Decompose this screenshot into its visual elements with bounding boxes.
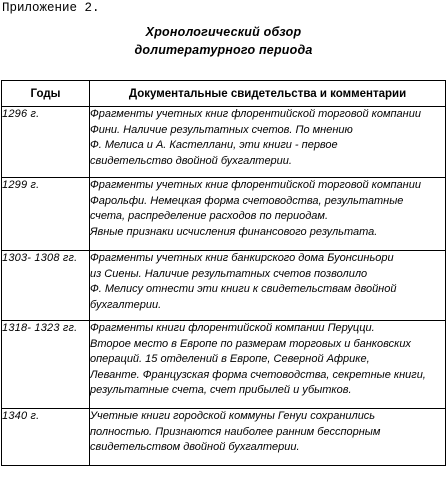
chronology-table — [1, 80, 446, 466]
description-cell — [90, 107, 446, 178]
description-line: Фини. Наличие результатных счетов. По мнению — [90, 123, 353, 136]
description-line: свидетельство двойной бухгалтерии. — [90, 154, 292, 167]
description-line: Ф. Мелису отнести эти книги к свидетельствам двойной — [90, 283, 397, 295]
description-line: операций. 15 отделений в Европе, Северной Африке, — [90, 353, 370, 365]
description-cell — [90, 251, 446, 321]
description-line: счета, распределение расходов по периодам. — [90, 210, 329, 222]
year-cell: 1318- 1323 гг. — [2, 321, 90, 409]
table-row — [2, 178, 446, 251]
description-line: бухгалтерии. — [90, 298, 162, 311]
description-line: Ф. Мелиса и А. Кастеллани, эти книги - первое — [90, 139, 338, 151]
table-header-row — [2, 81, 446, 107]
description-line: Второе место в Европе по размерам торговых и банковских — [90, 337, 411, 350]
document-title-line-2: долитературного периода — [134, 43, 313, 57]
description-line: из Сиены. Наличие результатных счетов позволило — [90, 267, 368, 280]
table-row — [2, 409, 446, 466]
table-row — [2, 321, 446, 409]
year-cell: 1303- 1308 гг. — [2, 251, 90, 321]
description-line: Учетные книги городской коммуны Генуи сохранились — [90, 410, 376, 422]
column-header-years: Годы — [2, 81, 90, 107]
description-line: Фарольфи. Немецкая форма счетоводства, результатные — [90, 194, 404, 207]
description-line: Леванте. Французская форма счетоводства, секретные книги, — [90, 368, 426, 381]
column-header-documents: Документальные свидетельства и комментарии — [90, 81, 446, 107]
description-line: Фрагменты учетных книг банкирского дома Буонсиньори — [90, 252, 394, 264]
description-line: полностью. Признаются наиболее ранним бесспорным — [90, 425, 381, 438]
table-row — [2, 107, 446, 178]
description-cell — [90, 409, 446, 466]
document-title-line-1: Хронологический обзор — [145, 25, 302, 39]
year-cell: 1299 г. — [2, 178, 90, 251]
description-cell — [90, 178, 446, 251]
description-line: Фрагменты книги флорентийской компании Перуцци. — [90, 322, 375, 334]
description-line: Явные признаки исчисления финансового результата. — [90, 225, 378, 238]
description-line: свидетельством двойной бухгалтерии. — [90, 441, 300, 453]
description-cell — [90, 321, 446, 409]
table-row — [2, 251, 446, 321]
year-cell: 1340 г. — [2, 409, 90, 466]
description-line: результатные счета, счет прибылей и убытков. — [90, 384, 352, 396]
year-cell: 1296 г. — [2, 107, 90, 178]
appendix-label: Приложение 2. — [2, 1, 100, 15]
description-line: Фрагменты учетных книг флорентийской торговой компании — [90, 179, 421, 191]
description-line: Фрагменты учетных книг флорентийской торговой компании — [90, 108, 421, 120]
